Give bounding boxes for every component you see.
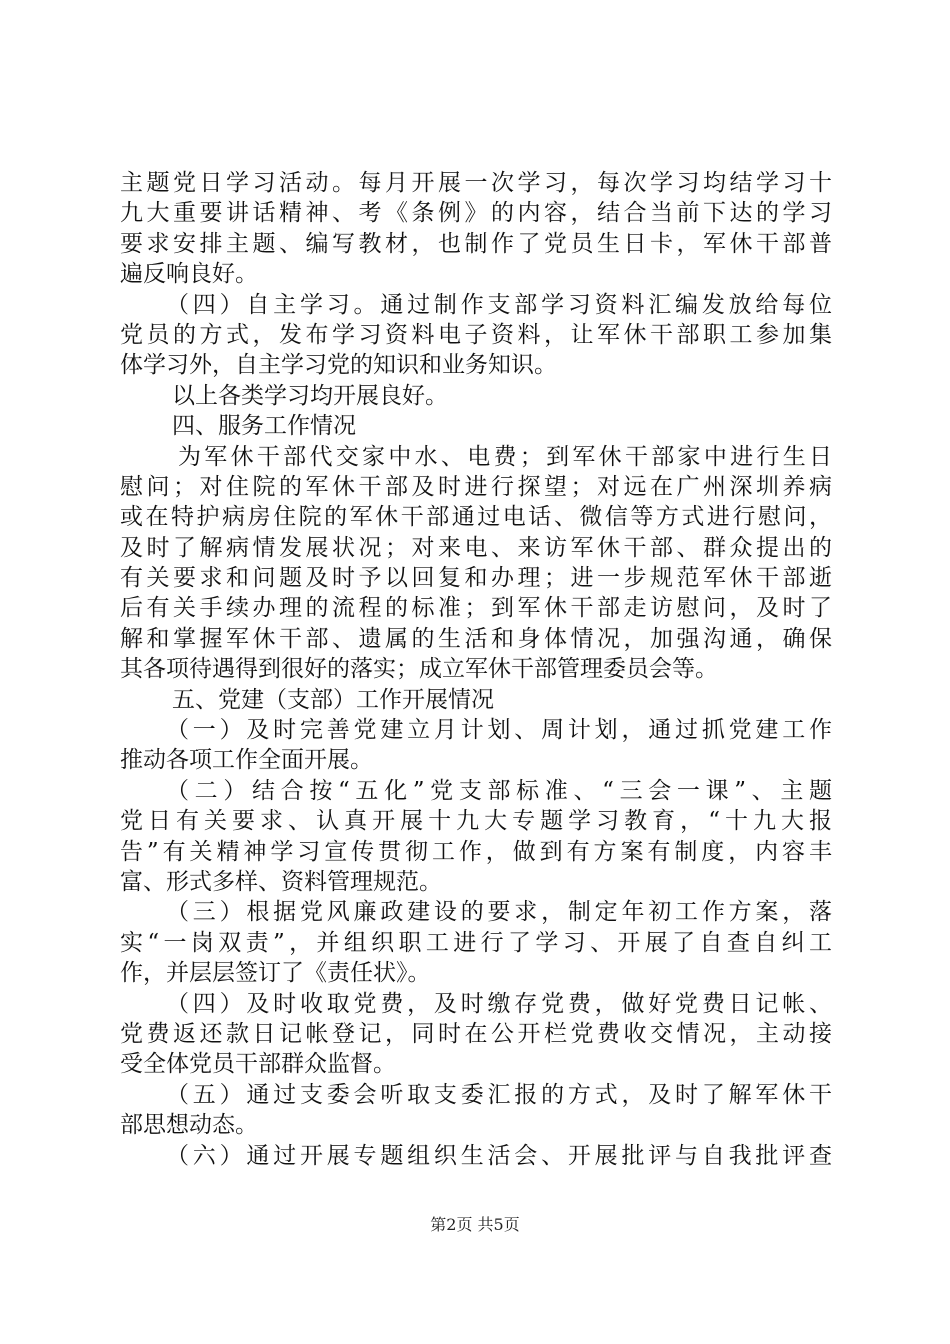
section-heading: 四、服务工作情况 (172, 413, 356, 440)
text-line: 遍反响良好。 (120, 261, 258, 288)
text-line: 为军休干部代交家中水、电费；到军休干部家中进行生日 (178, 443, 832, 470)
text-line: 体学习外，自主学习党的知识和业务知识。 (120, 352, 557, 379)
text-line: 其各项待遇得到很好的落实；成立军休干部管理委员会等。 (120, 656, 718, 683)
text-line: （二）结合按“五化”党支部标准、“三会一课”、主题 (166, 777, 832, 804)
section-heading: 五、党建（支部）工作开展情况 (172, 686, 494, 713)
text-line: 及时了解病情发展状况；对来电、来访军休干部、群众提出的 (120, 534, 832, 561)
text-line: 或在特护病房住院的军休干部通过电话、微信等方式进行慰问， (120, 504, 832, 531)
text-line: 九大重要讲话精神、考《条例》的内容，结合当前下达的学习 (120, 200, 832, 227)
text-line: 部思想动态。 (120, 1112, 258, 1139)
text-line: 作，并层层签订了《责任状》。 (120, 960, 431, 987)
text-line: （六）通过开展专题组织生活会、开展批评与自我批评查 (166, 1142, 832, 1169)
text-line: 实“一岗双责”，并组织职工进行了学习、开展了自查自纠工 (120, 929, 832, 956)
text-line: 党费返还款日记帐登记，同时在公开栏党费收交情况，主动接 (120, 1020, 832, 1047)
text-line: （三）根据党风廉政建设的要求，制定年初工作方案，落 (166, 899, 832, 926)
text-line: 要求安排主题、编写教材，也制作了党员生日卡，军休干部普 (120, 230, 832, 257)
text-line: 党员的方式，发布学习资料电子资料，让军休干部职工参加集 (120, 321, 832, 348)
document-body (120, 168, 832, 1171)
text-line: 慰问；对住院的军休干部及时进行探望；对远在广州深圳养病 (120, 473, 832, 500)
text-line: 受全体党员干部群众监督。 (120, 1051, 396, 1078)
text-line: （一）及时完善党建立月计划、周计划，通过抓党建工作 (166, 717, 832, 744)
text-line: 富、形式多样、资料管理规范。 (120, 868, 442, 895)
text-line: 告”有关精神学习宣传贯彻工作，做到有方案有制度，内容丰 (120, 838, 832, 865)
text-line: 解和掌握军休干部、遗属的生活和身体情况，加强沟通，确保 (120, 625, 832, 652)
text-line: （五）通过支委会听取支委汇报的方式，及时了解军休干 (166, 1081, 832, 1108)
text-line: 后有关手续办理的流程的标准；到军休干部走访慰问，及时了 (120, 595, 832, 622)
text-line: （四）及时收取党费，及时缴存党费，做好党费日记帐、 (166, 990, 832, 1017)
text-line: （四）自主学习。通过制作支部学习资料汇编发放给每位 (166, 291, 832, 318)
text-line: 有关要求和问题及时予以回复和办理；进一步规范军休干部逝 (120, 565, 832, 592)
text-line: 主题党日学习活动。每月开展一次学习，每次学习均结学习十 (120, 170, 832, 196)
page-number-footer: 第2页 共5页 (430, 1215, 520, 1234)
text-line: 推动各项工作全面开展。 (120, 747, 373, 774)
text-line: 党日有关要求、认真开展十九大专题学习教育，“十九大报 (120, 808, 832, 835)
text-line: 以上各类学习均开展良好。 (172, 382, 448, 409)
